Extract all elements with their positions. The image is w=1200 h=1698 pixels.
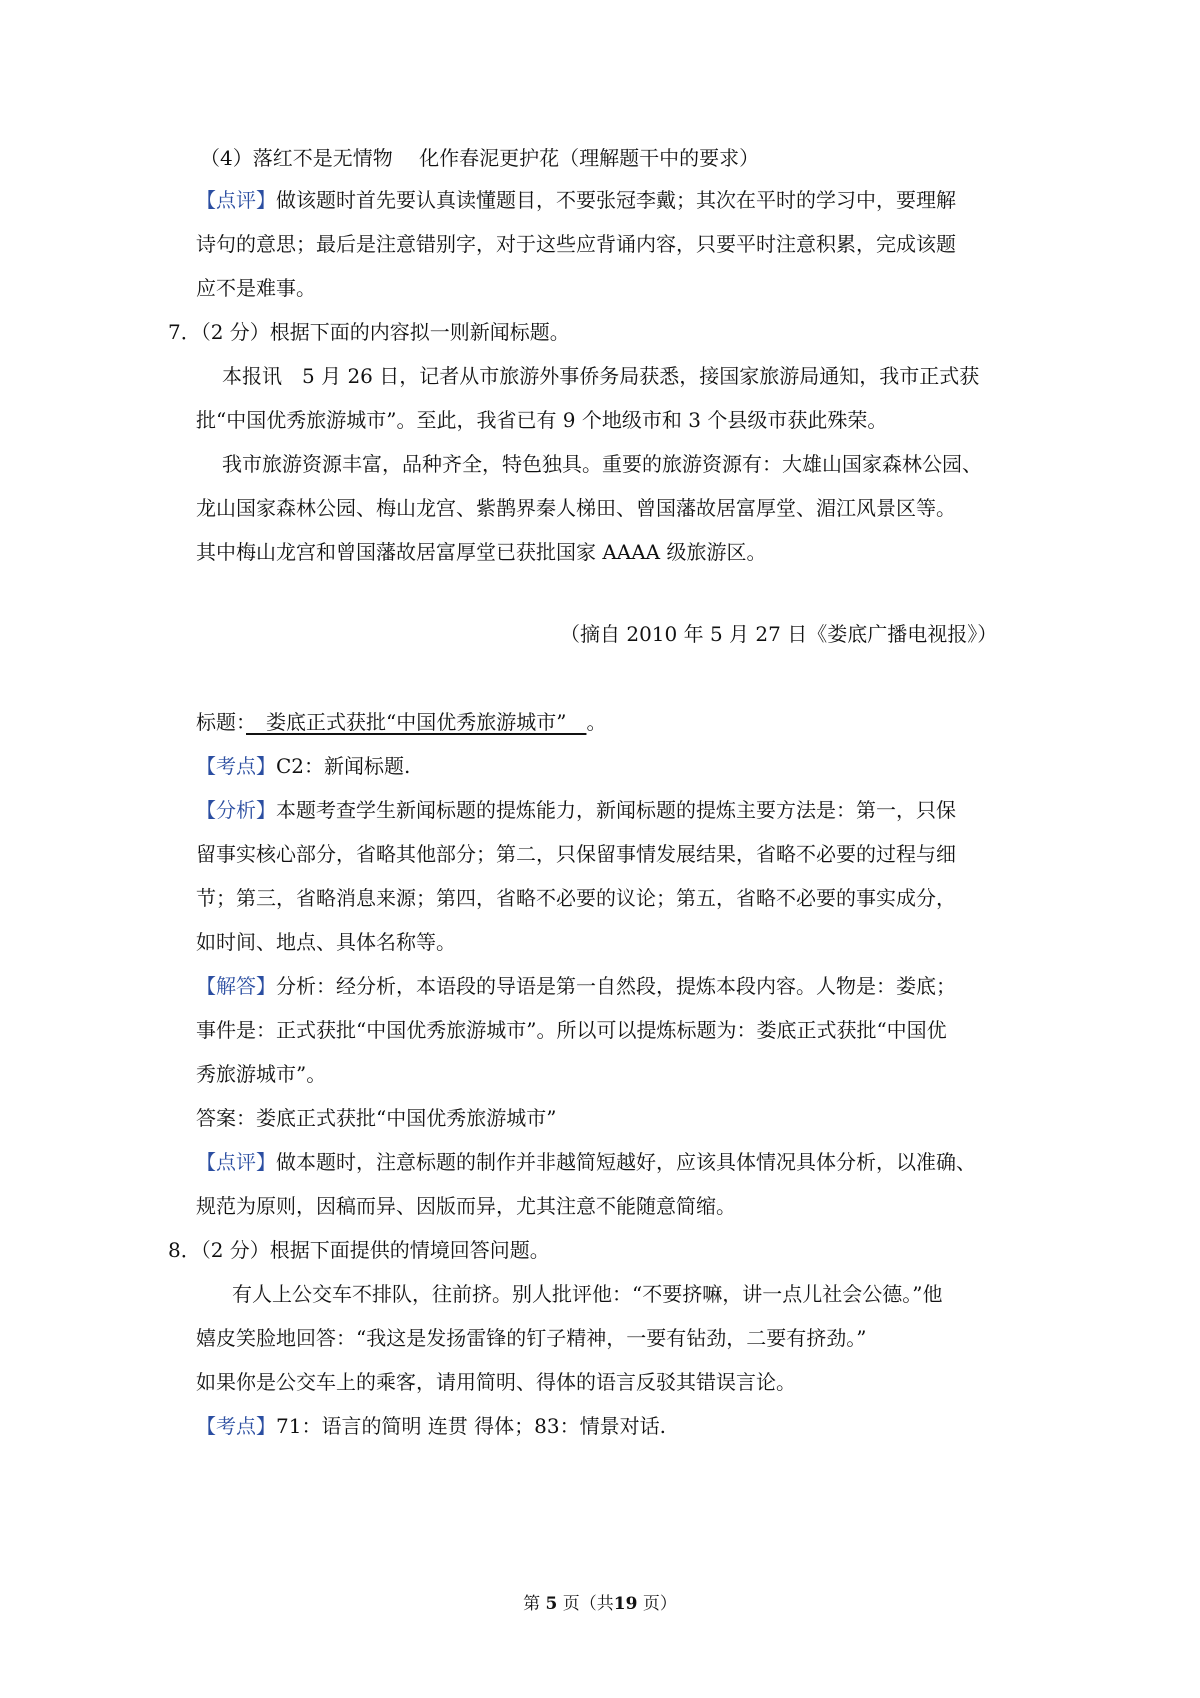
q8-kaodian-text: 71：语言的简明 连贯 得体；83：情景对话. [276,1414,666,1438]
q7-jieda-text1: 分析：经分析，本语段的导语是第一自然段，提炼本段内容。人物是：娄底； [276,974,956,998]
q6-comment-line2: 诗句的意思；最后是注意错别字，对于这些应背诵内容，只要平时注意积累，完成该题 [196,232,956,256]
q8-passage-line2: 嬉皮笑脸地回答：“我这是发扬雷锋的钉子精神，一要有钻劲，二要有挤劲。” [196,1326,867,1350]
footer-prefix: 第 [523,1594,541,1614]
q7-passage-line2: 批“中国优秀旅游城市”。至此，我省已有 9 个地级市和 3 个县级市获此殊荣。 [196,408,888,432]
q6-comment-text1: 做该题时首先要认真读懂题目，不要张冠李戴；其次在平时的学习中，要理解 [276,188,956,212]
q6-comment-tag: 【点评】 [196,188,276,212]
q7-fenxi-line3: 节；第三，省略消息来源；第四，省略不必要的议论；第五，省略不必要的事实成分， [196,886,956,910]
q7-fenxi-line4: 如时间、地点、具体名称等。 [196,930,456,954]
q7-jieda-line3: 秀旅游城市”。 [196,1062,327,1086]
q7-fenxi-tag: 【分析】 [196,798,276,822]
q7-dianping-text1: 做本题时，注意标题的制作并非越简短越好，应该具体情况具体分析，以准确、 [276,1150,976,1174]
q7-passage-line5: 其中梅山龙宫和曾国藩故居富厚堂已获批国家 AAAA 级旅游区。 [196,540,767,564]
q7-passage-line3: 我市旅游资源丰富，品种齐全，特色独具。重要的旅游资源有：大雄山国家森林公园、 [222,452,982,476]
q7-kaodian-line [196,752,410,780]
q7-source: （摘自 2010 年 5 月 27 日《娄底广播电视报》） [560,622,998,646]
q7-jieda-line2: 事件是：正式获批“中国优秀旅游城市”。所以可以提炼标题为：娄底正式获批“中国优 [196,1018,947,1042]
q8-passage-line1: 有人上公交车不排队，往前挤。别人批评他：“不要挤嘛，讲一点儿社会公德。”他 [232,1282,943,1306]
q7-title-end: 。 [586,710,607,734]
q7-jieda-line1 [196,972,956,1000]
q7-dianping-line1 [196,1148,976,1176]
q7-kaodian-text: C2：新闻标题. [276,754,411,778]
footer-page-number: 5 [545,1594,558,1614]
q7-fenxi-line2: 留事实核心部分，省略其他部分；第二，只保留事情发展结果，省略不必要的过程与细 [196,842,956,866]
page-footer [0,1592,1200,1616]
footer-total-pages: 19 [613,1594,638,1614]
q7-answer: 答案：娄底正式获批“中国优秀旅游城市” [196,1106,557,1130]
q7-fenxi-line1 [196,796,956,824]
q7-stem: 7．（2 分）根据下面的内容拟一则新闻标题。 [168,320,570,344]
q8-stem: 8．（2 分）根据下面提供的情境回答问题。 [168,1238,550,1262]
q8-kaodian-tag: 【考点】 [196,1414,276,1438]
q7-title-answer: 娄底正式获批“中国优秀旅游城市” [246,710,587,734]
q7-passage-line1: 本报讯 5 月 26 日，记者从市旅游外事侨务局获悉，接国家旅游局通知，我市正式获 [222,364,980,388]
q7-title-label: 标题： [196,710,246,734]
q8-question: 如果你是公交车上的乘客，请用简明、得体的语言反驳其错误言论。 [196,1370,796,1394]
q7-passage-line4: 龙山国家森林公园、梅山龙宫、紫鹊界秦人梯田、曾国藩故居富厚堂、湄江风景区等。 [196,496,956,520]
q6-item4: （4）落红不是无情物 化作春泥更护花（理解题干中的要求） [200,146,760,170]
q7-dianping-line2: 规范为原则，因稿而异、因版而异，尤其注意不能随意简缩。 [196,1194,736,1218]
q7-kaodian-tag: 【考点】 [196,754,276,778]
q7-dianping-tag: 【点评】 [196,1150,276,1174]
q7-title-line [196,708,606,736]
footer-middle: 页（共 [562,1594,614,1614]
q7-fenxi-text1: 本题考查学生新闻标题的提炼能力，新闻标题的提炼主要方法是：第一，只保 [276,798,956,822]
q6-comment-line3: 应不是难事。 [196,276,316,300]
q7-jieda-tag: 【解答】 [196,974,276,998]
q6-comment-line1 [196,186,956,214]
q8-kaodian-line [196,1412,666,1440]
footer-suffix: 页） [642,1594,677,1614]
